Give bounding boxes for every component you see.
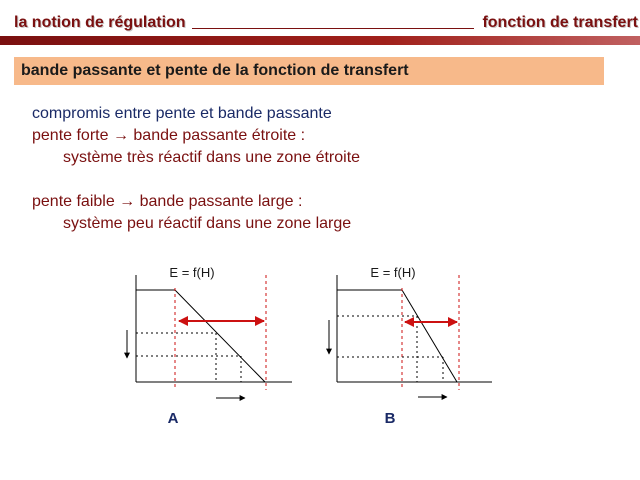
diagram-a-transfer-curve	[136, 290, 265, 382]
diagram-a-label: A	[167, 410, 179, 427]
body-line-compromise: compromis entre pente et bande passante	[32, 105, 332, 122]
body-line-gentle-detail: système peu réactif dans une zone large	[63, 215, 352, 232]
diagram-a	[127, 265, 292, 427]
header-right-title: fonction de transfert	[482, 14, 638, 31]
diagram-b-label: B	[384, 410, 396, 427]
body-line-steep-slope: pente forte → bande passante étroite :	[32, 127, 306, 144]
diagram-b	[329, 265, 492, 427]
body-line-steep-detail: système très réactif dans une zone étroite	[63, 149, 361, 166]
diagram-a-title: E = f(H)	[169, 265, 215, 280]
diagram-b-transfer-curve	[337, 290, 457, 382]
body-line-gentle-slope: pente faible → bande passante large :	[32, 193, 303, 210]
diagram-b-title: E = f(H)	[370, 265, 416, 280]
subtitle-box: bande passante et pente de la fonction de transfert	[14, 57, 604, 85]
header-left-title: la notion de régulation	[14, 14, 186, 31]
